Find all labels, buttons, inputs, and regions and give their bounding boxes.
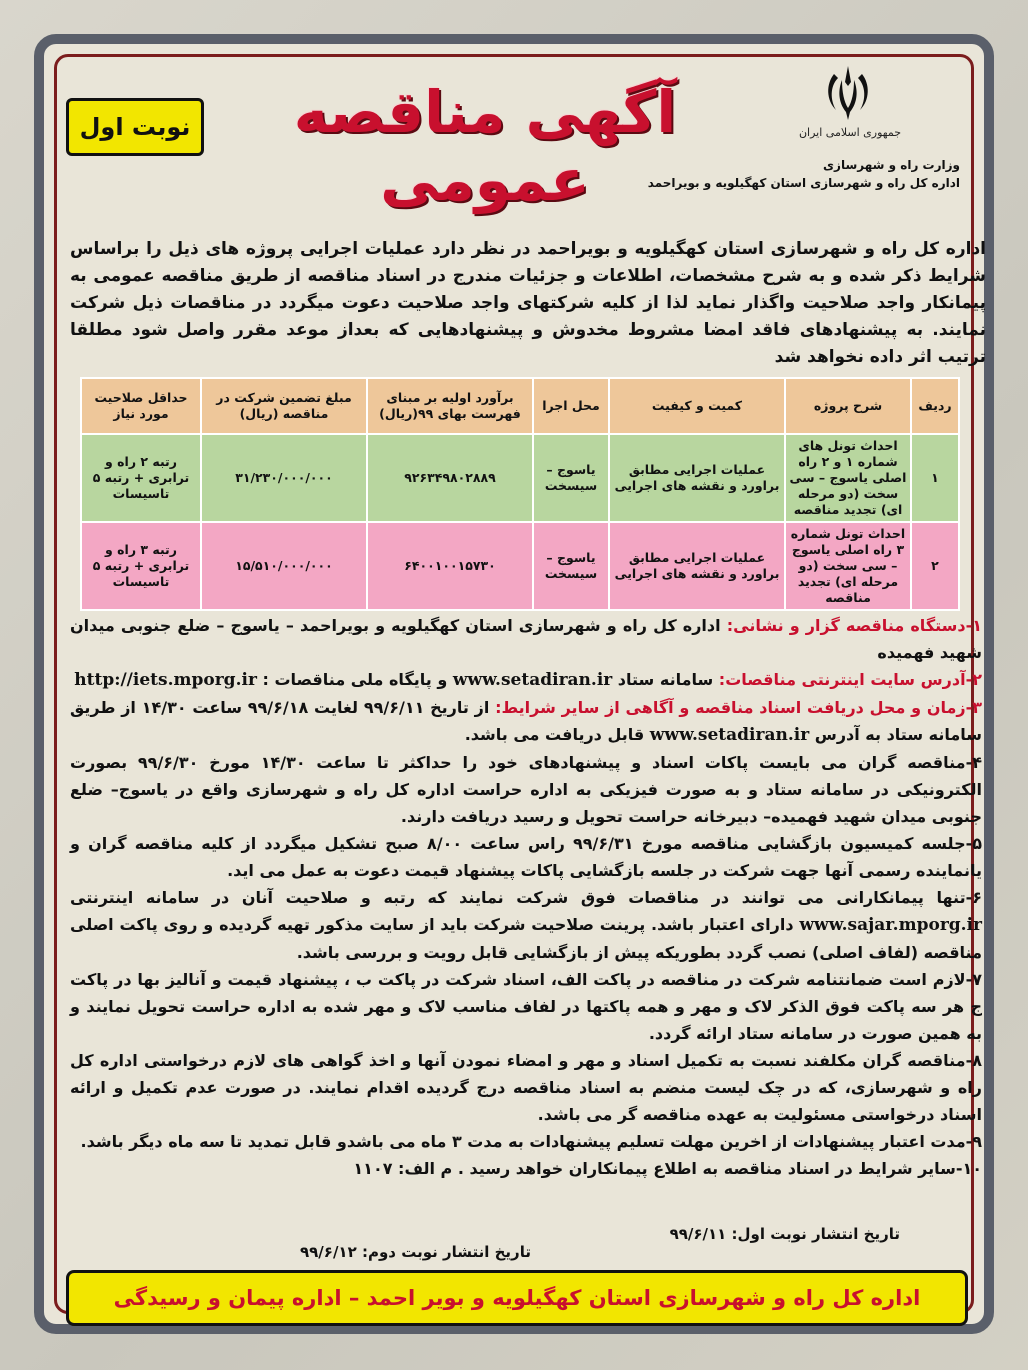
clause-1	[70, 612, 982, 666]
cell-quantity: عملیات اجرایی مطابق براورد و نقشه های اجرایی	[609, 434, 785, 522]
cell-guarantee: ۱۵/۵۱۰/۰۰۰/۰۰۰	[201, 522, 367, 610]
clause-2	[70, 666, 982, 694]
header-description: شرح پروژه	[785, 378, 911, 434]
clause-8: ۸-مناقصه گران مکلفند نسبت به تکمیل اسناد و مهر و امضاء نمودن آنها و اخذ گواهی های لازم درخواستی اداره کل راه و شهرسازی، که در چک لیست منضم به اسناد مناقصه درج گردیده اقدام نمایند. در صورت عدم تکمیل و ارائه اسناد درخواستی مسئولیت به عهده مناقصه گر می باشد.	[70, 1051, 982, 1124]
cell-quantity: عملیات اجرایی مطابق براورد و نقشه های اجرایی	[609, 522, 785, 610]
cell-guarantee: ۳۱/۲۳۰/۰۰۰/۰۰۰	[201, 434, 367, 522]
header-row-no: ردیف	[911, 378, 959, 434]
first-publication-date: تاریخ انتشار نوبت اول: ۹۹/۶/۱۱	[669, 1225, 900, 1243]
iets-link[interactable]: http://iets.mporg.ir	[74, 670, 257, 690]
clause-6-text-a: ۶-تنها پیمانکارانی می توانند در مناقصات فوق شرکت نمایند که رتبه و صلاحیت آنان در سامانه اینترنتی	[70, 888, 982, 907]
conditions-list	[70, 612, 982, 1182]
clause-1-label: ۱-دستگاه مناقصه گزار و نشانی:	[726, 616, 983, 635]
cell-estimate: ۶۴۰۰۱۰۰۱۵۷۳۰	[367, 522, 533, 610]
clause-2-text-a: سامانه ستاد	[612, 670, 719, 689]
clause-6	[70, 884, 982, 966]
clause-2-text-b: و پایگاه ملی مناقصات :	[256, 670, 453, 689]
setad-link-2[interactable]: www.setadiran.ir	[649, 725, 810, 745]
header-rank: حداقل صلاحیت مورد نیاز	[81, 378, 201, 434]
cell-description: احداث تونل شماره ۳ راه اصلی یاسوج – سی سخت (دو مرحله ای) تجدید مناقصه	[785, 522, 911, 610]
round-badge: نوبت اول	[66, 98, 204, 156]
projects-table	[80, 377, 960, 611]
cell-row-no: ۱	[911, 434, 959, 522]
header-quantity: کمیت و کیفیت	[609, 378, 785, 434]
intro-paragraph: اداره کل راه و شهرسازی استان کهگیلویه و بویراحمد در نظر دارد عملیات اجرایی پروژه های ذیل را براساس شرایط ذکر شده و به شرح مشخصات، اطلاعات و جزئیات مندرج در اسناد مناقصه از طریق مناقصه عمومی به پیمانکار واجد صلاحیت واگذار نماید لذا از کلیه شرکتهای واجد صلاحیت دعوت میگردد در مناقصات ذیل شرکت نمایند. به پیشنهادهای فاقد امضا مشروط مخدوش و پیشنهادهایی که بعداز موعد مقرر واصل شود مطلقا ترتیب اثر داده نخواهد شد	[70, 239, 986, 367]
clause-1-text: اداره کل راه و شهرسازی استان کهگیلویه و بویراحمد – یاسوج – ضلع جنوبی میدان شهید فهمیده	[70, 616, 982, 662]
clause-10: ۱۰-سایر شرایط در اسناد مناقصه به اطلاع پیمانکاران خواهد رسید . م الف: ۱۱۰۷	[353, 1159, 982, 1178]
cell-estimate: ۹۲۶۳۴۹۸۰۲۸۸۹	[367, 434, 533, 522]
iran-emblem-icon	[818, 62, 878, 126]
clause-7: ۷-لازم است ضمانتنامه شرکت در مناقصه در پاکت الف، اسناد شرکت در پاکت ب ، پیشنهاد قیمت و آنالیز بها در پاکت ج هر سه پاکت فوق الذکر لاک و مهر و همه پاکتها در لفاف مناسب لاک و مهر شده به اداره حراست تحویل نمایند و به همین صورت در سامانه ستاد ارائه گردد.	[70, 970, 982, 1043]
cell-row-no: ۲	[911, 522, 959, 610]
setad-link[interactable]: www.setadiran.ir	[452, 670, 613, 690]
clause-9: ۹-مدت اعتبار پیشنهادات از اخرین مهلت تسلیم پیشنهادات به مدت ۳ ماه می باشدو قابل تمدید تا سه ماه دیگر باشد.	[80, 1132, 982, 1151]
clause-3	[70, 694, 982, 749]
header-location: محل اجرا	[533, 378, 609, 434]
sajar-link[interactable]: www.sajar.mporg.ir	[799, 915, 982, 935]
clause-4: ۴-مناقصه گران می بایست پاکات اسناد و پیشنهادهای خود را حداکثر تا ساعت ۱۴/۳۰ مورخ ۹۹/۶/۳۰ بصورت الکترونیکی در سامانه ستاد و به صورت فیزیکی به اداره حراست اداره کل راه و شهرسازی واقع در یاسوج– ضلع جنوبی میدان شهید فهمیده– دبیرخانه حراست تحویل و رسید دریافت دارند.	[70, 753, 982, 826]
clause-3-label: ۳-زمان و محل دریافت اسناد مناقصه و آگاهی از سایر شرایط:	[495, 698, 983, 717]
header-estimate: برآورد اولیه بر مبنای فهرست بهای ۹۹(ریال)	[367, 378, 533, 434]
table-row	[81, 434, 959, 522]
cell-rank: رتبه ۳ راه و ترابری + رتبه ۵ تاسیسات	[81, 522, 201, 610]
notice-title: آگهی مناقصه عمومی	[293, 78, 677, 214]
ministry-name: وزارت راه و شهرسازی	[823, 158, 960, 172]
second-publication-date: تاریخ انتشار نوبت دوم: ۹۹/۶/۱۲	[300, 1243, 531, 1261]
clause-2-label: ۲-آدرس سایت اینترنتی مناقصات:	[718, 670, 982, 689]
cell-rank: رتبه ۲ راه و ترابری + رتبه ۵ تاسیسات	[81, 434, 201, 522]
footer-banner: اداره کل راه و شهرسازی استان کهگیلویه و بویر احمد – اداره پیمان و رسیدگی	[66, 1270, 968, 1326]
ministry-block	[560, 156, 960, 192]
department-name: اداره کل راه و شهرسازی استان کهگیلویه و بویراحمد	[647, 176, 960, 190]
table-header-row	[81, 378, 959, 434]
clause-6-text-b: دارای اعتبار باشد. پرینت صلاحیت شرکت باید از سایت مذکور تهیه گردیده و روی پاکت اصلی مناقصه (لفاف اصلی) نصب گردد بطوریکه پیش از بازگشایی قابل رویت و بررسی باشد.	[70, 915, 982, 962]
cell-description: احداث تونل های شماره ۱ و ۲ راه اصلی یاسوج – سی سخت (دو مرحله ای) تجدید مناقصه	[785, 434, 911, 522]
emblem-caption: جمهوری اسلامی ایران	[798, 126, 902, 139]
header-guarantee: مبلغ تضمین شرکت در مناقصه (ریال)	[201, 378, 367, 434]
clause-3-text-a: از تاریخ ۹۹/۶/۱۱ لغایت ۹۹/۶/۱۸ ساعت ۱۴/۳۰ از طریق سامانه ستاد به آدرس	[70, 698, 982, 744]
clause-3-text-b: قابل دریافت می باشد.	[464, 725, 650, 744]
cell-location: یاسوج – سیسخت	[533, 522, 609, 610]
cell-location: یاسوج – سیسخت	[533, 434, 609, 522]
table-row	[81, 522, 959, 610]
clause-5: ۵-جلسه کمیسیون بازگشایی مناقصه مورخ ۹۹/۶/۳۱ راس ساعت ۸/۰۰ صبح تشکیل میگردد از کلیه مناقصه گران و یانماینده رسمی آنها جهت شرکت در جلسه بازگشایی پاکات پیشنهاد قیمت دعوت به عمل می اید.	[70, 834, 983, 880]
